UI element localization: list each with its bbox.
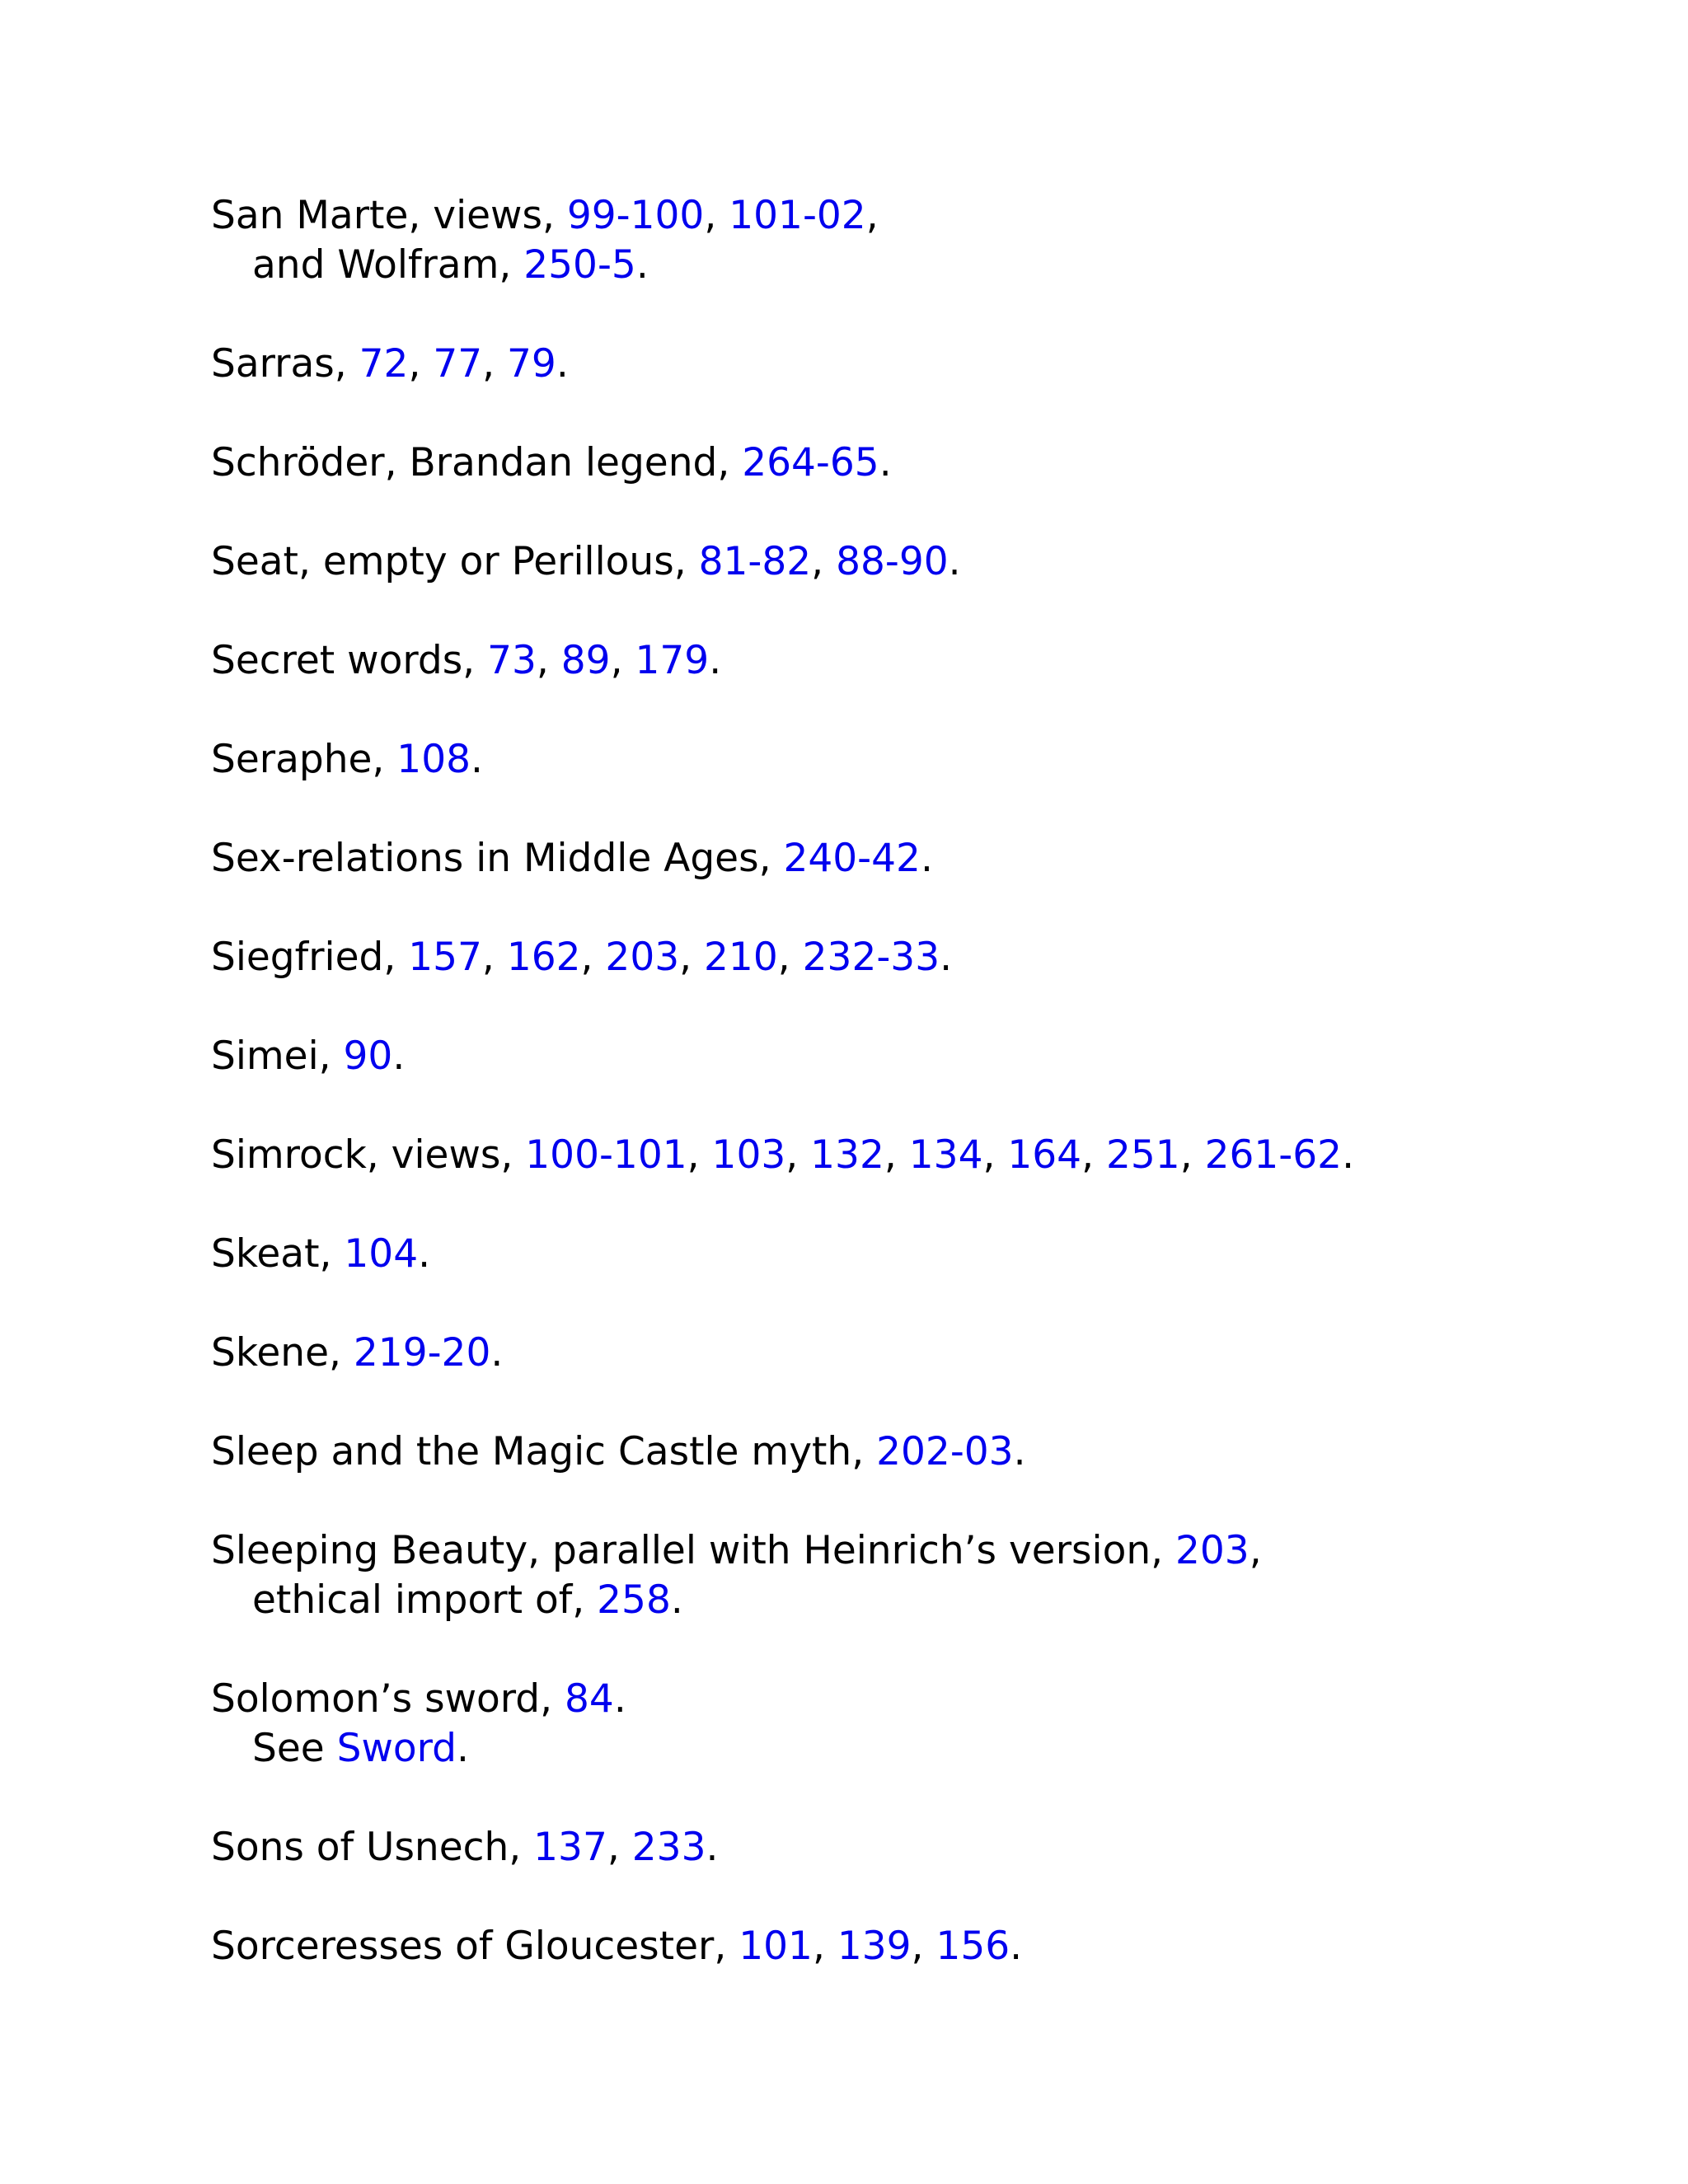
page-reference-link[interactable]: 77: [433, 341, 483, 387]
index-text: ,: [1081, 1132, 1106, 1178]
page-reference-link[interactable]: 101: [738, 1924, 813, 1969]
page-reference-link[interactable]: 219-20: [353, 1330, 491, 1376]
index-entry-line: [211, 1230, 1612, 1279]
page-reference-link[interactable]: 104: [344, 1231, 419, 1277]
index-text: Skeat,: [211, 1231, 345, 1277]
index-text: Solomon’s sword,: [211, 1676, 565, 1722]
index-entry-line: [211, 636, 1612, 686]
index-entry: [211, 834, 1612, 883]
index-text: ,: [982, 1132, 1008, 1178]
index-text: ethical import of,: [252, 1577, 598, 1623]
index-text: and Wolfram,: [252, 242, 524, 288]
index-text: ,: [536, 638, 561, 683]
index-entry-line: [211, 537, 1612, 587]
index-text: ,: [482, 341, 508, 387]
index-text: Seraphe,: [211, 737, 397, 782]
index-entry: [211, 1823, 1612, 1872]
index-text: ,: [785, 1132, 811, 1178]
index-text: ,: [607, 1825, 632, 1870]
index-text: Simrock, views,: [211, 1132, 526, 1178]
index-entry-line: [211, 1329, 1612, 1378]
index-entry: [211, 1427, 1612, 1477]
index-text: Sons of Usnech,: [211, 1825, 534, 1870]
index-entry-line: [211, 834, 1612, 883]
index-entry-line: [211, 1823, 1612, 1872]
index-text: .: [392, 1033, 406, 1079]
page-reference-link[interactable]: 84: [565, 1676, 614, 1722]
index-list: [211, 191, 1612, 2021]
index-text: .: [635, 242, 649, 288]
index-text: .: [1010, 1924, 1023, 1969]
index-text: See: [252, 1726, 337, 1771]
index-text: Simei,: [211, 1033, 344, 1079]
index-text: .: [1342, 1132, 1355, 1178]
page-reference-link[interactable]: 258: [597, 1577, 671, 1623]
index-text: .: [418, 1231, 431, 1277]
page-reference-link[interactable]: 134: [908, 1132, 983, 1178]
page-reference-link[interactable]: 164: [1007, 1132, 1082, 1178]
index-text: ,: [580, 935, 606, 980]
index-text: Seat, empty or Perillous,: [211, 539, 699, 584]
page-reference-link[interactable]: 81-82: [698, 539, 812, 584]
index-text: ,: [687, 1132, 712, 1178]
index-text: ,: [884, 1132, 909, 1178]
index-text: .: [456, 1726, 469, 1771]
index-entry: [211, 1922, 1612, 1971]
index-text: ,: [1179, 1132, 1205, 1178]
page-reference-link[interactable]: 132: [810, 1132, 884, 1178]
index-text: .: [556, 341, 569, 387]
index-text: ,: [610, 638, 635, 683]
index-text: ,: [777, 935, 803, 980]
index-text: .: [471, 737, 483, 782]
page-reference-link[interactable]: Sword: [336, 1726, 457, 1771]
index-text: Secret words,: [211, 638, 488, 683]
page-reference-link[interactable]: 101-02: [729, 193, 866, 238]
page-reference-link[interactable]: 157: [408, 935, 482, 980]
page-reference-link[interactable]: 232-33: [802, 935, 940, 980]
index-entry: [211, 1131, 1612, 1180]
index-text: Sarras,: [211, 341, 359, 387]
page-reference-link[interactable]: 100-101: [525, 1132, 687, 1178]
index-subentry-line: [211, 1724, 1612, 1774]
index-text: ,: [811, 539, 837, 584]
index-entry: [211, 191, 1612, 290]
page-reference-link[interactable]: 99-100: [566, 193, 705, 238]
page-reference-link[interactable]: 90: [343, 1033, 393, 1079]
page-reference-link[interactable]: 261-62: [1204, 1132, 1343, 1178]
index-entry-line: [211, 1922, 1612, 1971]
index-text: ,: [704, 193, 729, 238]
index-entry: [211, 933, 1612, 982]
page-reference-link[interactable]: 202-03: [876, 1429, 1014, 1474]
index-entry-line: [211, 933, 1612, 982]
index-entry-line: [211, 340, 1612, 389]
index-entry-line: [211, 1675, 1612, 1724]
index-text: Schröder, Brandan legend,: [211, 440, 743, 485]
index-entry: [211, 438, 1612, 488]
index-text: ,: [812, 1924, 837, 1969]
page-reference-link[interactable]: 233: [631, 1825, 706, 1870]
index-text: .: [490, 1330, 504, 1376]
index-text: .: [706, 1825, 719, 1870]
index-text: .: [1013, 1429, 1026, 1474]
page-reference-link[interactable]: 139: [837, 1924, 912, 1969]
index-text: ,: [679, 935, 705, 980]
index-entry: [211, 636, 1612, 686]
page-reference-link[interactable]: 162: [506, 935, 581, 980]
index-text: ,: [408, 341, 434, 387]
index-text: Siegfried,: [211, 935, 409, 980]
index-text: Sleep and the Magic Castle myth,: [211, 1429, 877, 1474]
page-reference-link[interactable]: 137: [533, 1825, 607, 1870]
index-text: .: [879, 440, 892, 485]
index-text: .: [948, 539, 961, 584]
page-reference-link[interactable]: 251: [1105, 1132, 1180, 1178]
index-text: San Marte, views,: [211, 193, 567, 238]
index-text: .: [709, 638, 722, 683]
index-entry-line: [211, 191, 1612, 241]
index-entry: [211, 340, 1612, 389]
page-reference-link[interactable]: 203: [605, 935, 680, 980]
page-reference-link[interactable]: 179: [635, 638, 710, 683]
page-reference-link[interactable]: 108: [396, 737, 471, 782]
index-entry-line: [211, 1131, 1612, 1180]
index-entry: [211, 735, 1612, 785]
index-text: ,: [865, 193, 879, 238]
index-entry-line: [211, 735, 1612, 785]
index-entry-line: [211, 1526, 1612, 1576]
page-reference-link[interactable]: 210: [704, 935, 778, 980]
index-text: ,: [481, 935, 507, 980]
index-entry: [211, 537, 1612, 587]
page-reference-link[interactable]: 103: [711, 1132, 786, 1178]
page-reference-link[interactable]: 79: [507, 341, 556, 387]
index-text: .: [920, 836, 933, 881]
index-entry: [211, 1329, 1612, 1378]
index-entry-line: [211, 438, 1612, 488]
index-text: .: [613, 1676, 626, 1722]
index-text: Sorceresses of Gloucester,: [211, 1924, 739, 1969]
index-subentry-line: [211, 241, 1612, 290]
index-text: Skene,: [211, 1330, 354, 1376]
page-reference-link[interactable]: 89: [560, 638, 611, 683]
index-entry: [211, 1675, 1612, 1774]
index-text: Sex-relations in Middle Ages,: [211, 836, 784, 881]
index-text: Sleeping Beauty, parallel with Heinrich’s version,: [211, 1528, 1175, 1573]
page-reference-link[interactable]: 203: [1175, 1528, 1250, 1573]
index-text: ,: [1249, 1528, 1262, 1573]
index-entry: [211, 1526, 1612, 1625]
index-entry: [211, 1032, 1612, 1081]
index-text: .: [940, 935, 953, 980]
index-text: ,: [911, 1924, 936, 1969]
page-reference-link[interactable]: 72: [359, 341, 409, 387]
index-entry: [211, 1230, 1612, 1279]
index-subentry-line: [211, 1576, 1612, 1625]
page-reference-link[interactable]: 88-90: [836, 539, 949, 584]
index-text: .: [670, 1577, 683, 1623]
page-reference-link[interactable]: 264-65: [742, 440, 879, 485]
page-reference-link[interactable]: 156: [935, 1924, 1010, 1969]
index-entry-line: [211, 1427, 1612, 1477]
page-reference-link[interactable]: 250-5: [523, 242, 636, 288]
page-reference-link[interactable]: 240-42: [783, 836, 921, 881]
index-entry-line: [211, 1032, 1612, 1081]
page-reference-link[interactable]: 73: [487, 638, 537, 683]
